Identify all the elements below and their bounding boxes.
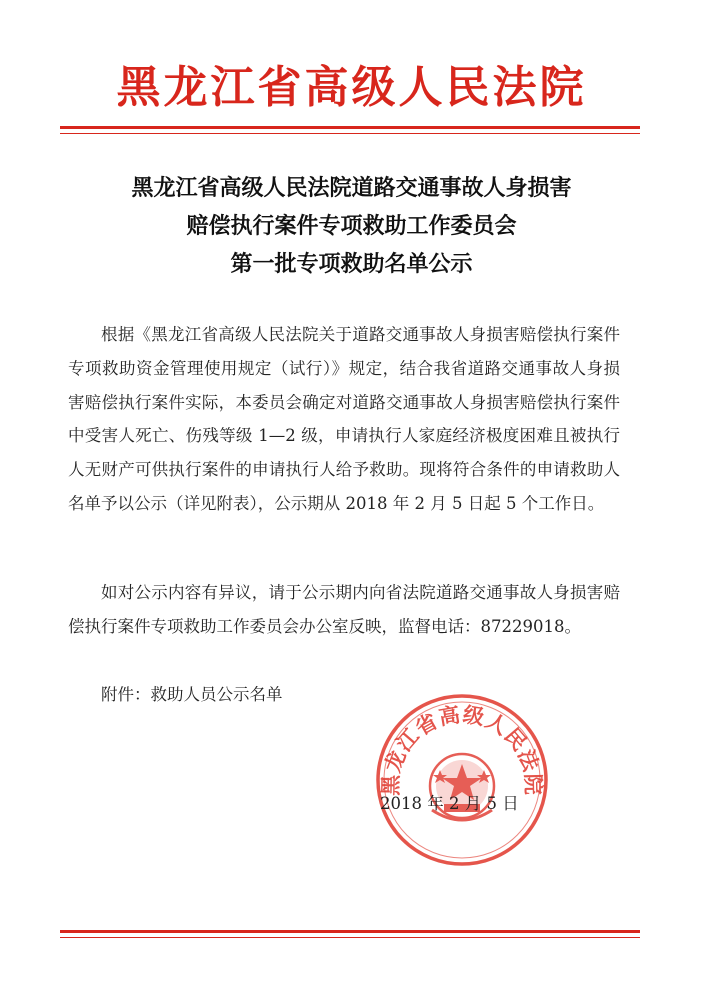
title-line-3: 第一批专项救助名单公示 (230, 251, 473, 277)
masthead-org-name: 黑龙江省高级人民法院 (116, 62, 587, 113)
signature-date: 2018 年 2 月 5 日 (380, 794, 519, 813)
masthead-rule-thick (60, 126, 640, 129)
attachment-line: 附件：救助人员公示名单 (101, 685, 283, 704)
official-seal (372, 690, 552, 870)
svg-text:黑龙江省高级人民法院: 黑龙江省高级人民法院 (377, 701, 547, 797)
body-paragraph-1: 根据《黑龙江省高级人民法院关于道路交通事故人身损害赔偿执行案件专项救助资金管理使用规定（试行）》规定，结合我省道路交通事故人身损害赔偿执行案件实际，本委员会确定对道路交通事故人身损害赔偿执行案件中受害人死亡、伤残等级 1—2 级，申请执行人家庭经济极度困难且被执行人无财产可供执行案件的申请执行人给予救助。现将符合条件的申请救助人名单予以公示（详见附表），公示期从 2018 年 2 月 5 日起 5 个工作日。 (68, 325, 620, 513)
footer-rule-thick (60, 930, 640, 933)
title-line-2: 赔偿执行案件专项救助工作委员会 (186, 213, 517, 239)
footer-rule-thin (60, 937, 640, 938)
title-line-1: 黑龙江省高级人民法院道路交通事故人身损害 (131, 175, 572, 201)
masthead-rule-thin (60, 133, 640, 134)
body-paragraph-2: 如对公示内容有异议，请于公示期内向省法院道路交通事故人身损害赔偿执行案件专项救助工作委员会办公室反映，监督电话：87229018。 (68, 583, 620, 636)
